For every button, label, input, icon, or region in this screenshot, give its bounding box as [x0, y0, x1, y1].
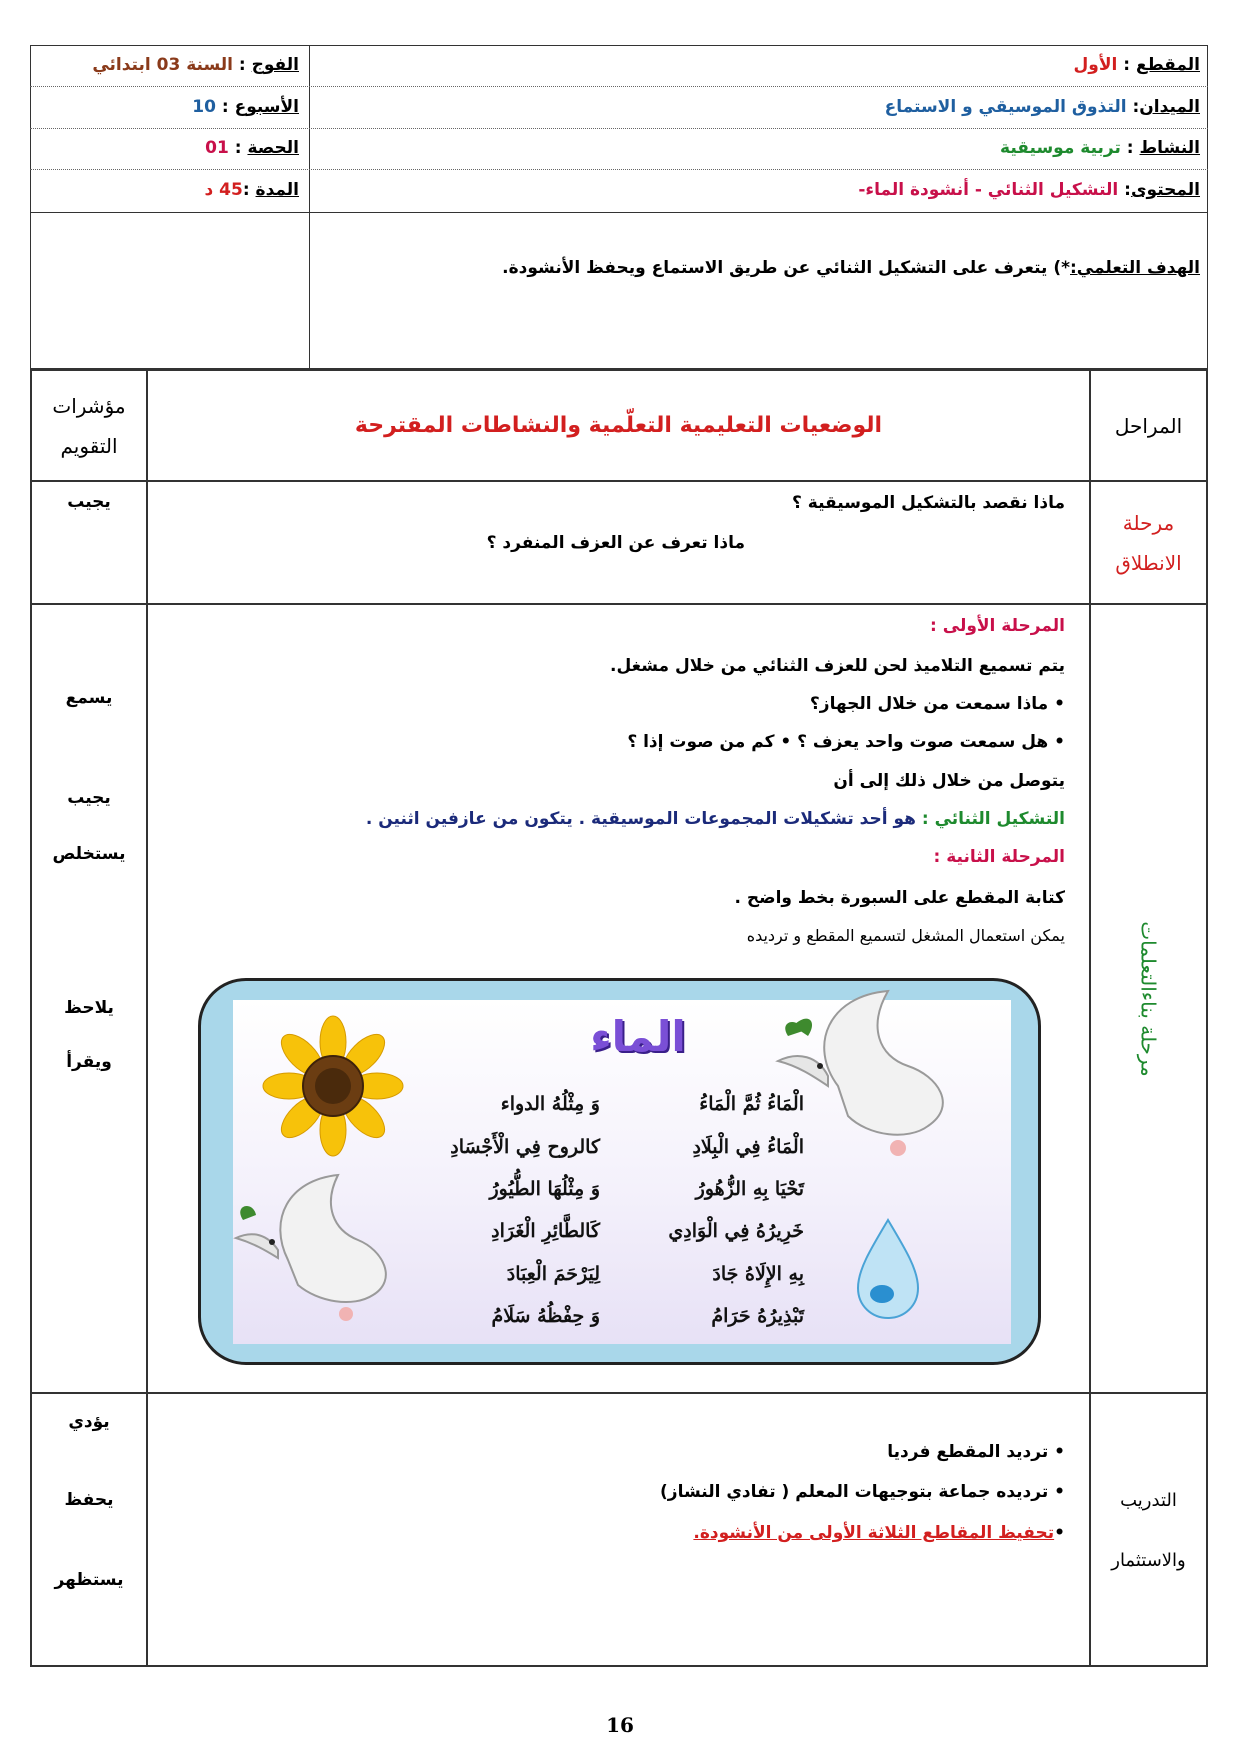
- domain-value: التذوق الموسيقي و الاستماع: [884, 97, 1127, 117]
- poem-line-right: تَبْذِيرُهُ حَرَامُ: [711, 1305, 804, 1327]
- content-value: التشكيل الثنائي - أنشودة الماء-: [858, 180, 1119, 200]
- dove-icon: [236, 1175, 386, 1321]
- launch-question-2: ماذا تعرف عن العزف المنفرد ؟: [486, 533, 745, 553]
- practice-eval-memorize: يحفظ: [64, 1490, 114, 1510]
- poem-line-right: خَرِيرُهُ فِي الْوَادِي: [668, 1220, 804, 1242]
- poem-title: الماء: [590, 1012, 686, 1061]
- launch-question-1: ماذا نقصد بالتشكيل الموسيقية ؟: [792, 493, 1065, 513]
- sunflower-icon: [263, 1016, 403, 1156]
- definition: [366, 809, 1065, 829]
- week-value: 10: [192, 97, 216, 117]
- group-value: السنة 03 ابتدائي: [92, 55, 233, 75]
- water-drop-icon: [858, 1220, 918, 1318]
- content-label: المحتوى: [1130, 180, 1200, 200]
- header-duration: المدة :45 د: [204, 180, 299, 200]
- duration-label: المدة: [255, 180, 299, 200]
- practice-item-1: • ترديد المقطع فرديا: [887, 1442, 1065, 1462]
- build-line-6: يمكن استعمال المشغل لتسميع المقطع و ترديده: [746, 926, 1065, 945]
- practice-eval-perform: يؤدي: [68, 1412, 110, 1432]
- header-table: [30, 45, 1208, 369]
- header-group: الفوج : السنة 03 ابتدائي: [92, 55, 299, 75]
- session-value: 01: [205, 138, 229, 158]
- duration-value: 45 د: [204, 180, 243, 200]
- header-week: الأسبوع : 10: [192, 97, 299, 117]
- segment-label: المقطع: [1135, 55, 1200, 75]
- phase2-title: المرحلة الثانية :: [933, 847, 1065, 867]
- dove-icon: [778, 991, 943, 1156]
- stage-build: مرحلة بناءالتعلمات: [1136, 920, 1161, 1077]
- header-divider: [309, 45, 310, 369]
- poem-line-left: لِيَرْحَمَ الْعِبَادَ: [506, 1263, 600, 1285]
- header-session: الحصة : 01: [205, 138, 299, 158]
- poem-line-right: الْمَاءُ ثُمَّ الْمَاءُ: [699, 1093, 804, 1115]
- col-stages-header: المراحل: [1114, 413, 1183, 438]
- poem-line-left: كَالطَّائِرِ الْغَرَادِ: [491, 1220, 600, 1242]
- stage-launch: مرحلة الانطلاق: [1115, 510, 1182, 575]
- activity-label: النشاط: [1139, 138, 1200, 158]
- header-segment: المقطع : الأول: [1073, 55, 1200, 75]
- definition-text: هو أحد تشكيلات المجموعات الموسيقية . يتكون من عازفين اثنين .: [365, 809, 922, 829]
- launch-eval: يجيب: [67, 492, 111, 512]
- build-eval-read: ويقرأ: [66, 1052, 112, 1072]
- practice-item-3: •تحفيظ المقاطع الثلاثة الأولى من الأنشودة.: [693, 1523, 1065, 1543]
- build-line-1: يتم تسميع التلاميذ لحن للعزف الثنائي من خلال مشغل.: [610, 656, 1065, 676]
- header-content: المحتوى: التشكيل الثنائي - أنشودة الماء-: [858, 180, 1200, 200]
- definition-label: التشكيل الثنائي :: [921, 809, 1065, 829]
- build-eval-listen: يسمع: [65, 688, 113, 708]
- session-label: الحصة: [247, 138, 299, 158]
- objective-text: *) يتعرف على التشكيل الثنائي عن طريق الاستماع ويحفظ الأنشودة.: [502, 258, 1070, 278]
- poem-line-left: وَ مِثْلُهَا الطُّيُورُ: [489, 1178, 600, 1200]
- header-activity: النشاط : تربية موسيقية: [1000, 138, 1200, 158]
- objective-label: الهدف التعلمي:: [1070, 258, 1200, 278]
- week-label: الأسبوع: [234, 97, 299, 117]
- practice-eval-recite: يستظهر: [54, 1570, 124, 1590]
- build-line-2: • ماذا سمعت من خلال الجهاز؟: [809, 694, 1065, 714]
- poem-line-left: وَ مِثْلُهُ الدواء: [500, 1093, 600, 1115]
- phase1-title: المرحلة الأولى :: [930, 616, 1065, 636]
- poem-line-right: الْمَاءُ فِي الْبِلَادِ: [692, 1136, 804, 1158]
- stage-practice: التدريب والاستثمار: [1111, 1489, 1186, 1571]
- build-line-4: يتوصل من خلال ذلك إلى أن: [833, 771, 1065, 791]
- poem-line-right: تَحْيَا بِهِ الزُّهُورُ: [695, 1178, 804, 1200]
- domain-label: الميدان: [1139, 97, 1200, 117]
- practice-item-2: • ترديده جماعة بتوجيهات المعلم ( تفادي النشاز): [660, 1482, 1065, 1502]
- activity-value: تربية موسيقية: [1000, 138, 1121, 158]
- poem-line-right: بِهِ الإِلَاهُ جَادَ: [712, 1263, 804, 1285]
- learning-objective: [502, 258, 1200, 278]
- build-eval-observe: يلاحظ: [64, 998, 114, 1018]
- build-line-5: كتابة المقطع على السبورة بخط واضح .: [734, 888, 1065, 908]
- group-label: الفوج: [251, 55, 299, 75]
- build-eval-deduce: يستخلص: [52, 844, 126, 864]
- build-line-3: • هل سمعت صوت واحد يعزف ؟ • كم من صوت إذا ؟: [627, 732, 1065, 752]
- col-evaluation-header: مؤشرات التقويم: [52, 393, 126, 458]
- poem-line-left: كالروح فِي الْأَجْسَادِ: [450, 1136, 600, 1158]
- poem-line-left: وَ حِفْظُهُ سَلَامُ: [491, 1305, 600, 1327]
- page-number: 16: [606, 1713, 634, 1737]
- col-activities-header: الوضعيات التعليمية التعلّمية والنشاطات المقترحة: [354, 413, 883, 438]
- build-eval-answer: يجيب: [67, 788, 111, 808]
- segment-value: الأول: [1073, 55, 1118, 75]
- header-domain: الميدان: التذوق الموسيقي و الاستماع: [884, 97, 1200, 117]
